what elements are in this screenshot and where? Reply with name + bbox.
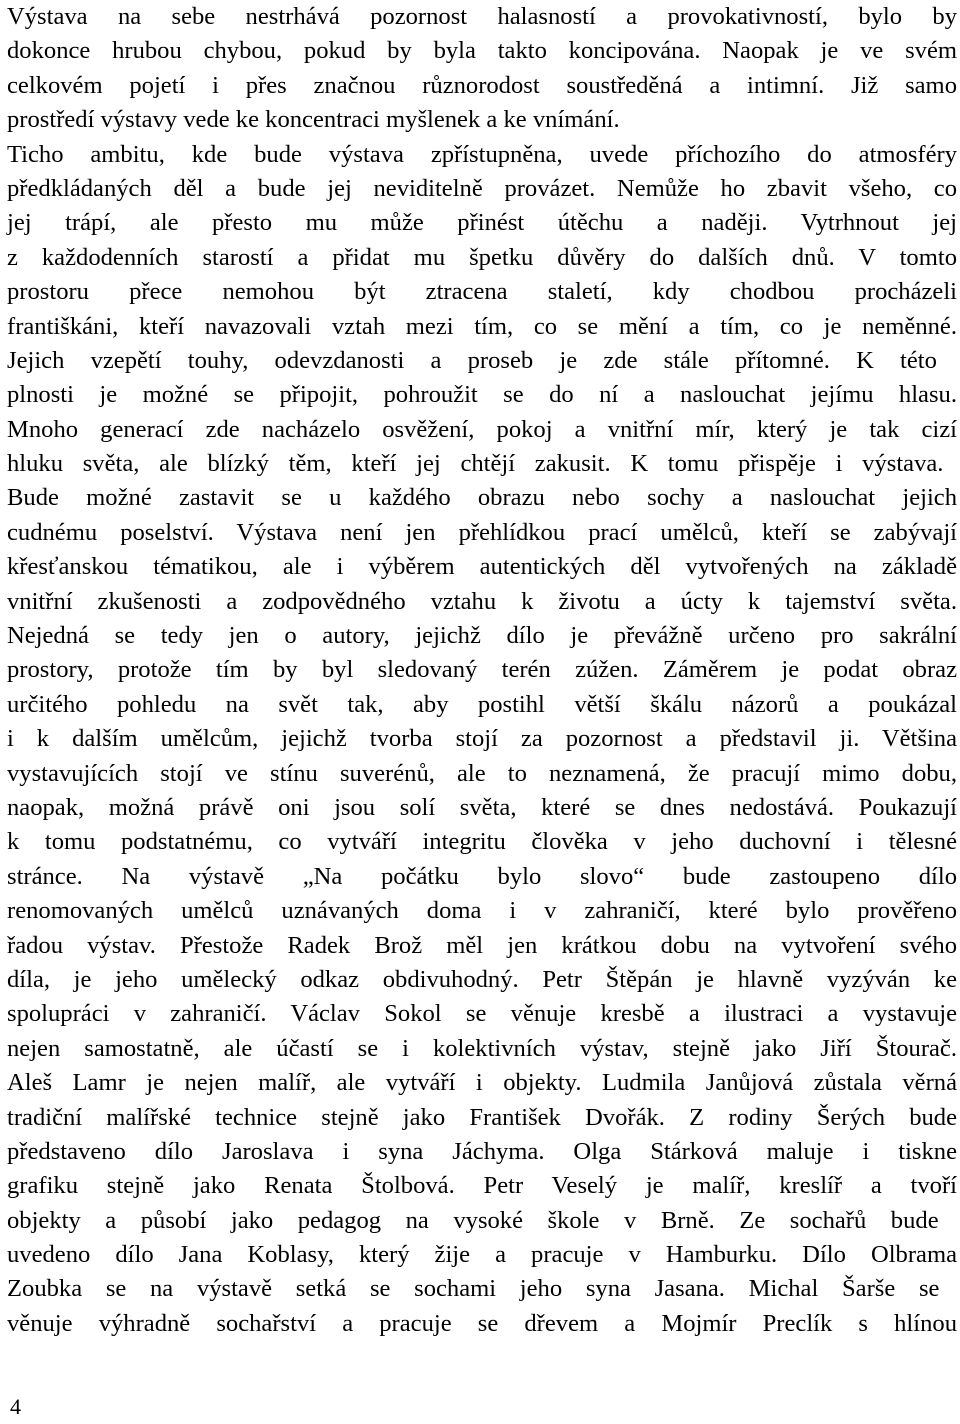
text-line: Jejich vzepětí touhy, odevzdanosti a proseb je zde stále přítomné. K této <box>7 346 937 374</box>
text-line: vystavujících stojí ve stínu suverénů, ale to neznamená, že pracují mimo dobu, <box>7 759 957 787</box>
text-line: Zoubka se na výstavě setká se sochami jeho syna Jasana. Michal Šarše se <box>7 1275 940 1303</box>
text-line: Ticho ambitu, kde bude výstava zpřístupněna, uvede příchozího do atmosféry <box>7 140 957 168</box>
text-line: objekty a působí jako pedagog na vysoké škole v Brně. Ze sochařů bude <box>7 1206 939 1234</box>
text-line: řadou výstav. Přestože Radek Brož měl jen krátkou dobu na vytvoření svého <box>7 931 957 959</box>
text-line: tradiční malířské technice stejně jako František Dvořák. Z rodiny Šerých bude <box>7 1103 957 1131</box>
text-line: Nejedná se tedy jen o autory, jejichž dílo je převážně určeno pro sakrální <box>7 622 957 650</box>
text-line: z každodenních starostí a přidat mu špetku důvěry do dalších dnů. V tomto <box>7 243 957 271</box>
text-line: předkládaných děl a bude jej neviditelně provázet. Nemůže ho zbavit všeho, co <box>7 174 957 202</box>
text-line: křesťanskou tématikou, ale i výběrem autentických děl vytvořených na základě <box>7 553 957 581</box>
text-line: cudnému poselství. Výstava není jen přehlídkou prací umělců, kteří se zabývají <box>7 518 957 546</box>
text-line: stránce. Na výstavě „Na počátku bylo slovo“ bude zastoupeno dílo <box>7 862 957 890</box>
text-line: dokonce hrubou chybou, pokud by byla takto koncipována. Naopak je ve svém <box>7 37 957 65</box>
text-line: Mnoho generací zde nacházelo osvěžení, pokoj a vnitřní mír, který je tak cizí <box>7 415 957 443</box>
body-text <box>7 0 957 1341</box>
text-line: prostoru přece nemohou být ztracena staletí, kdy chodbou procházeli <box>7 278 957 306</box>
text-line: i k dalším umělcům, jejichž tvorba stojí za pozornost a představil ji. Většina <box>7 725 957 753</box>
text-line: prostory, protože tím by byl sledovaný terén zúžen. Záměrem je podat obraz <box>7 656 957 684</box>
text-line: prostředí výstavy vede ke koncentraci myšlenek a ke vnímání. <box>7 106 620 134</box>
text-line: renomovaných umělců uznávaných doma i v zahraničí, které bylo prověřeno <box>7 897 957 925</box>
text-line: Bude možné zastavit se u každého obrazu nebo sochy a naslouchat jejich <box>7 484 957 512</box>
text-line: spolupráci v zahraničí. Václav Sokol se věnuje kresbě a ilustraci a vystavuje <box>7 1000 957 1028</box>
text-line: františkáni, kteří navazovali vztah mezi tím, co se mění a tím, co je neměnné. <box>7 312 957 340</box>
text-line: plnosti je možné se připojit, pohroužit se do ní a naslouchat jejímu hlasu. <box>7 381 957 409</box>
text-line: jej trápí, ale přesto mu může přinést útěchu a naději. Vytrhnout jej <box>7 209 957 237</box>
text-line: představeno dílo Jaroslava i syna Jáchyma. Olga Stárková maluje i tiskne <box>7 1137 957 1165</box>
text-line: vnitřní zkušenosti a zodpovědného vztahu k životu a úcty k tajemství světa. <box>7 587 957 615</box>
text-line: uvedeno dílo Jana Koblasy, který žije a pracuje v Hamburku. Dílo Olbrama <box>7 1241 957 1269</box>
text-line: k tomu podstatnému, co vytváří integritu člověka v jeho duchovní i tělesné <box>7 828 957 856</box>
text-line: naopak, možná právě oni jsou solí světa, které se dnes nedostává. Poukazují <box>7 793 957 821</box>
text-line: určitého pohledu na svět tak, aby postihl větší škálu názorů a poukázal <box>7 690 957 718</box>
text-line: celkovém pojetí i přes značnou různorodost soustředěná a intimní. Již samo <box>7 71 957 99</box>
text-line: díla, je jeho umělecký odkaz obdivuhodný. Petr Štěpán je hlavně vyzýván ke <box>7 965 957 993</box>
page-number: 4 <box>10 1394 21 1419</box>
text-line: grafiku stejně jako Renata Štolbová. Petr Veselý je malíř, kreslíř a tvoří <box>7 1172 957 1200</box>
text-line: Výstava na sebe nestrhává pozornost halasností a provokativností, bylo by <box>7 3 957 30</box>
text-line: Aleš Lamr je nejen malíř, ale vytváří i objekty. Ludmila Janůjová zůstala věrná <box>7 1069 957 1097</box>
text-line: věnuje výhradně sochařství a pracuje se dřevem a Mojmír Preclík s hlínou <box>7 1309 957 1337</box>
text-line: hluku světa, ale blízký těm, kteří jej chtějí zakusit. K tomu přispěje i výstava. <box>7 450 944 478</box>
text-line: nejen samostatně, ale účastí se i kolektivních výstav, stejně jako Jiří Štourač. <box>7 1034 957 1062</box>
